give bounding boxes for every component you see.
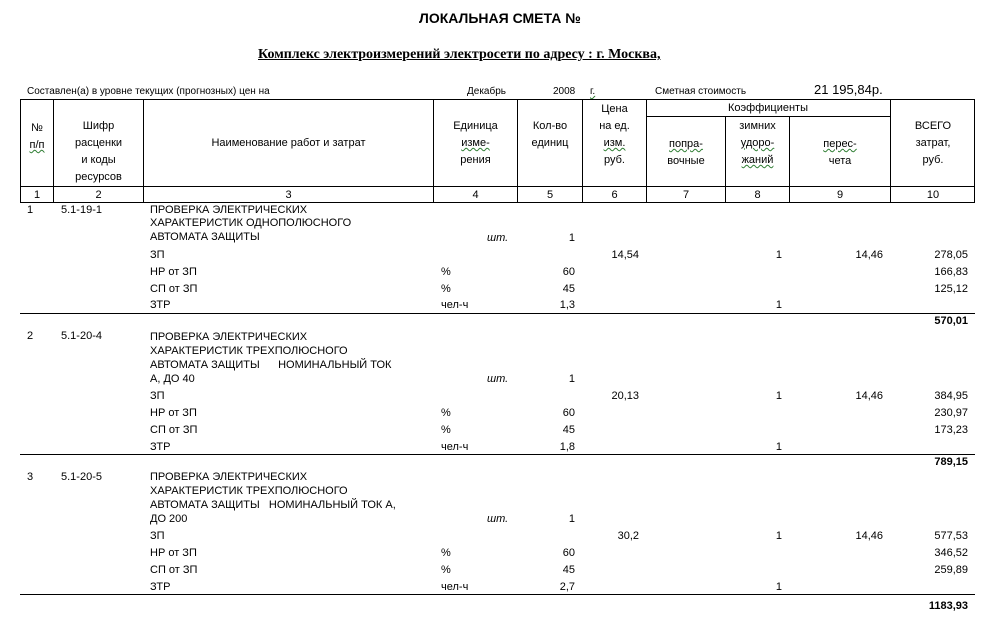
zp-price: 14,54 <box>611 249 639 261</box>
zp-winter: 1 <box>775 249 782 261</box>
item-name-line: ДО 200 <box>150 513 188 525</box>
item-name-line: АВТОМАТА ЗАЩИТЫ <box>150 231 260 243</box>
col-number: 9 <box>836 189 844 201</box>
col-number: 2 <box>95 189 102 201</box>
col-number: 1 <box>33 189 41 201</box>
header-col-3: Наименование работ и затрат <box>211 137 366 149</box>
ztr-winter: 1 <box>775 581 782 593</box>
header-col-1: № п/п <box>29 122 45 151</box>
item-code: 5.1-20-4 <box>61 330 102 342</box>
nr-total: 346,52 <box>934 547 968 559</box>
document-title: ЛОКАЛЬНАЯ СМЕТА № <box>419 10 581 26</box>
zp-recalc: 14,46 <box>855 390 883 402</box>
item-name-line: АВТОМАТА ЗАЩИТЫ НОМИНАЛЬНЫЙ ТОК А, <box>150 499 396 511</box>
zp-recalc: 14,46 <box>855 249 883 261</box>
item-separator <box>20 454 975 455</box>
cost-label: Сметная стоимость <box>655 86 747 97</box>
item-name-line: ПРОВЕРКА ЭЛЕКТРИЧЕСКИХ <box>150 204 308 216</box>
sp-total: 259,89 <box>934 564 968 576</box>
zp-total: 577,53 <box>934 530 968 542</box>
header-col-10: ВСЕГО затрат, руб. <box>914 120 952 166</box>
sp-qty: 45 <box>562 564 575 576</box>
col-number: 8 <box>754 189 761 201</box>
item-unit: шт. <box>487 513 509 525</box>
item-name-line: ПРОВЕРКА ЭЛЕКТРИЧЕСКИХ <box>150 331 308 343</box>
ztr-qty: 2,7 <box>559 581 575 593</box>
sp-unit: % <box>441 564 451 576</box>
item-sum: 1183,93 <box>928 600 968 612</box>
ztr-qty: 1,3 <box>559 299 575 311</box>
item-separator <box>20 313 975 314</box>
item-number: 1 <box>27 204 34 216</box>
ztr-label: ЗТР <box>150 581 171 593</box>
nr-label: НР от ЗП <box>150 547 197 559</box>
ztr-label: ЗТР <box>150 299 171 311</box>
zp-total: 278,05 <box>934 249 968 261</box>
ztr-label: ЗТР <box>150 441 171 453</box>
sp-total: 173,23 <box>934 424 968 436</box>
sp-label: СП от ЗП <box>150 564 198 576</box>
zp-total: 384,95 <box>934 390 968 402</box>
item-number: 2 <box>27 330 34 342</box>
nr-qty: 60 <box>562 266 575 278</box>
nr-qty: 60 <box>562 547 575 559</box>
price-year-suffix: г. <box>590 86 596 97</box>
item-name-line: АВТОМАТА ЗАЩИТЫ НОМИНАЛЬНЫЙ ТОК <box>150 359 392 371</box>
zp-winter: 1 <box>775 390 782 402</box>
zp-winter: 1 <box>775 530 782 542</box>
col-number: 7 <box>682 189 690 201</box>
ztr-winter: 1 <box>775 441 782 453</box>
item-number: 3 <box>27 471 34 483</box>
item-code: 5.1-19-1 <box>61 204 102 216</box>
header-col-4: Единица изме- рения <box>453 120 498 166</box>
zp-recalc: 14,46 <box>855 530 883 542</box>
col-number: 3 <box>285 189 292 201</box>
nr-label: НР от ЗП <box>150 266 197 278</box>
ztr-unit: чел-ч <box>441 581 469 593</box>
nr-unit: % <box>441 407 451 419</box>
header-coefficients: Коэффициенты <box>728 102 808 114</box>
item-name-line: ХАРАКТЕРИСТИК ТРЕХПОЛЮСНОГО <box>150 345 348 357</box>
item-separator <box>20 594 975 595</box>
sp-qty: 45 <box>562 424 575 436</box>
item-qty: 1 <box>568 513 575 525</box>
item-code: 5.1-20-5 <box>61 471 102 483</box>
col-number: 4 <box>472 189 479 201</box>
item-sum: 789,15 <box>934 456 968 468</box>
nr-total: 230,97 <box>934 407 968 419</box>
composed-label: Составлен(а) в уровне текущих (прогнозных) цен на <box>27 86 270 97</box>
col-number: 6 <box>611 189 618 201</box>
price-year: 2008 <box>553 86 576 97</box>
item-qty: 1 <box>568 373 575 385</box>
item-unit: шт. <box>487 373 509 385</box>
nr-qty: 60 <box>562 407 575 419</box>
sp-label: СП от ЗП <box>150 283 198 295</box>
zp-label: ЗП <box>150 390 165 402</box>
sp-unit: % <box>441 424 451 436</box>
header-col-7: попра- вочные <box>667 138 705 167</box>
item-name-line: А, ДО 40 <box>150 373 195 385</box>
nr-label: НР от ЗП <box>150 407 197 419</box>
item-name-line: ХАРАКТЕРИСТИК ТРЕХПОЛЮСНОГО <box>150 485 348 497</box>
col-number: 5 <box>546 189 554 201</box>
col-number: 10 <box>926 189 940 201</box>
sp-unit: % <box>441 283 451 295</box>
sp-total: 125,12 <box>934 283 968 295</box>
document-subtitle: Комплекс электроизмерений электросети по адресу : г. Москва, <box>258 47 661 62</box>
ztr-winter: 1 <box>775 299 782 311</box>
item-name-line: ХАРАКТЕРИСТИК ОДНОПОЛЮСНОГО <box>150 217 352 229</box>
header-col-5: Кол-во единиц <box>531 120 569 149</box>
zp-label: ЗП <box>150 530 165 542</box>
item-name-line: ПРОВЕРКА ЭЛЕКТРИЧЕСКИХ <box>150 471 308 483</box>
header-col-8: зимних удоро- жаний <box>739 120 776 166</box>
cost-value: 21 195,84р. <box>814 82 883 97</box>
header-col-6: Цена на ед. изм. руб. <box>599 103 630 166</box>
sp-label: СП от ЗП <box>150 424 198 436</box>
ztr-unit: чел-ч <box>441 299 469 311</box>
header-col-9: перес- чета <box>823 138 857 167</box>
nr-total: 166,83 <box>934 266 968 278</box>
zp-label: ЗП <box>150 249 165 261</box>
ztr-qty: 1,8 <box>559 441 575 453</box>
zp-price: 20,13 <box>611 390 639 402</box>
zp-price: 30,2 <box>617 530 639 542</box>
header-col-2: Шифр расценки и коды ресурсов <box>74 120 123 183</box>
nr-unit: % <box>441 547 451 559</box>
nr-unit: % <box>441 266 451 278</box>
sp-qty: 45 <box>562 283 575 295</box>
price-month: Декабрь <box>467 86 506 97</box>
item-qty: 1 <box>568 232 575 244</box>
ztr-unit: чел-ч <box>441 441 469 453</box>
item-sum: 570,01 <box>934 315 968 327</box>
item-unit: шт. <box>487 232 509 244</box>
